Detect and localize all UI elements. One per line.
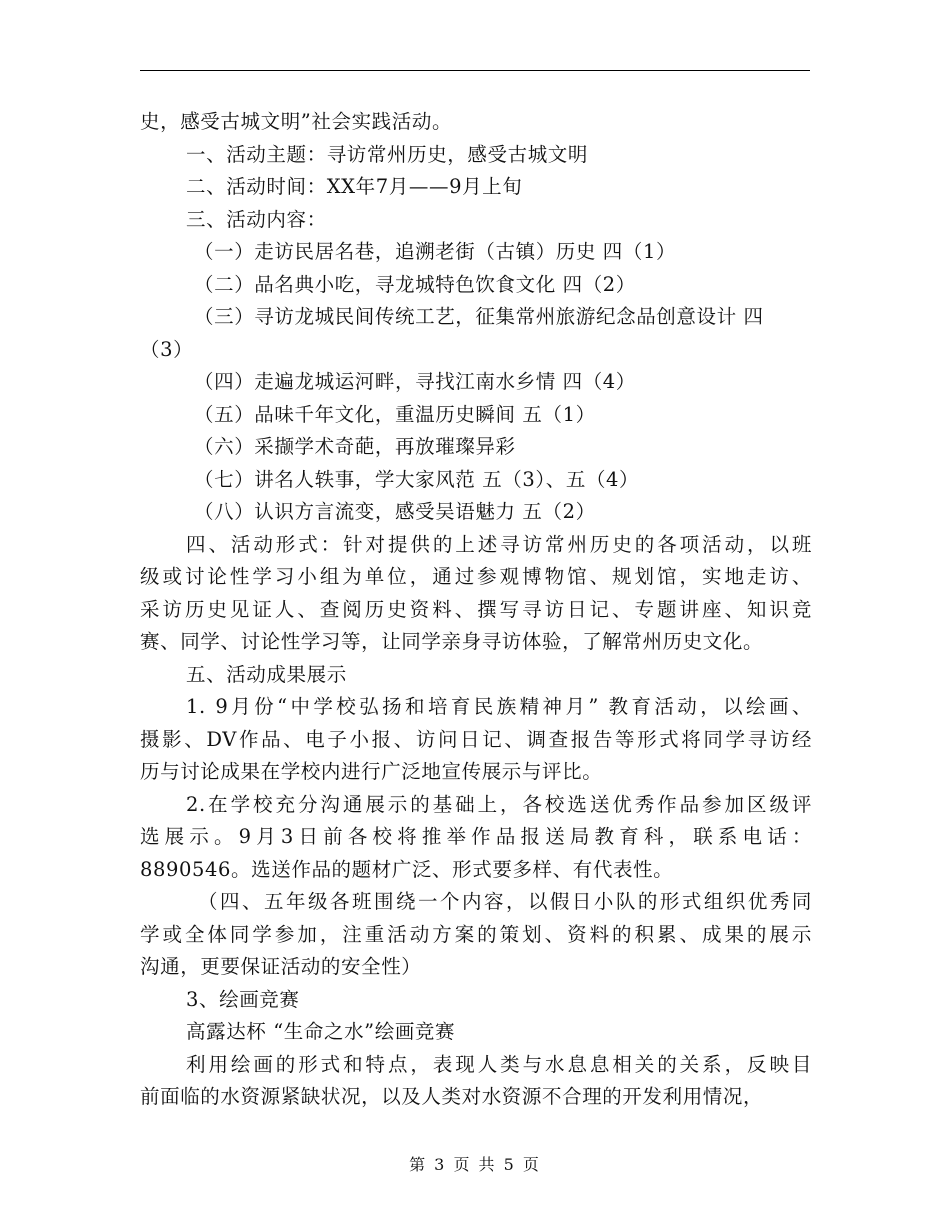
section-heading-time: 二、活动时间：XX年7月——9月上旬 xyxy=(186,175,523,198)
paragraph-line: 2.在学校充分沟通展示的基础上，各校选送优秀作品参加区级评 xyxy=(186,792,812,816)
list-item-continuation: （3） xyxy=(140,337,194,361)
header-rule xyxy=(140,70,810,71)
section-heading-content: 三、活动内容： xyxy=(186,207,327,231)
list-item: （七）讲名人轶事，学大家风范 五（3）、五（4） xyxy=(194,467,640,491)
paragraph-line: 8890546。选送作品的题材广泛、形式要多样、有代表性。 xyxy=(140,857,674,881)
paragraph-line: 1. 9月份“中学校弘扬和培育民族精神月” 教育活动，以绘画、 xyxy=(186,695,812,718)
list-item: （五）品味千年文化，重温历史瞬间 五（1） xyxy=(194,402,596,426)
paragraph-line: （四、五年级各班围绕一个内容，以假日小队的形式组织优秀同 xyxy=(198,890,812,913)
paragraph-line: 四、活动形式：针对提供的上述寻访常州历史的各项活动，以班 xyxy=(186,532,812,556)
paragraph-line: 历与讨论成果在学校内进行广泛地宣传展示与评比。 xyxy=(140,760,603,783)
section-heading-results: 五、活动成果展示 xyxy=(186,662,347,686)
list-item: （二）品名典小吃，寻龙城特色饮食文化 四（2） xyxy=(194,272,636,296)
contest-title: 高露达杯 “生命之水”绘画竞赛 xyxy=(186,1020,456,1043)
paragraph-line: 摄影、DV作品、电子小报、访问日记、调查报告等形式将同学寻访经 xyxy=(140,727,812,751)
paragraph-line: 沟通，更要保证活动的安全性） xyxy=(140,955,422,978)
list-item: （三）寻访龙城民间传统工艺，征集常州旅游纪念品创意设计 四 xyxy=(194,305,764,328)
section-heading-drawing: 3、绘画竞赛 xyxy=(186,987,300,1011)
paragraph-line: 学或全体同学参加，注重活动方案的策划、资料的积累、成果的展示 xyxy=(140,922,812,946)
section-heading-theme: 一、活动主题：寻访常州历史，感受古城文明 xyxy=(186,142,589,166)
paragraph-line: 前面临的水资源紧缺状况，以及人类对水资源不合理的开发利用情况， xyxy=(140,1085,764,1108)
list-item: （八）认识方言流变，感受吴语魅力 五（2） xyxy=(194,500,596,523)
paragraph-line: 赛、同学、讨论性学习等，让同学亲身寻访体验，了解常州历史文化。 xyxy=(140,630,764,653)
page-number-footer: 第 3 页 共 5 页 xyxy=(409,1155,541,1174)
paragraph-line: 利用绘画的形式和特点，表现人类与水息息相关的关系，反映目 xyxy=(186,1052,812,1076)
paragraph-line: 史，感受古城文明”社会实践活动。 xyxy=(140,110,453,133)
list-item: （六）采撷学术奇葩，再放璀璨异彩 xyxy=(194,435,516,458)
paragraph-line: 级或讨论性学习小组为单位，通过参观博物馆、规划馆，实地走访、 xyxy=(140,565,812,588)
list-item: （一）走访民居名巷，追溯老街（古镇）历史 四（1） xyxy=(194,240,677,263)
list-item: （四）走遍龙城运河畔，寻找江南水乡情 四（4） xyxy=(194,370,636,393)
document-body xyxy=(140,106,812,1114)
paragraph-line: 选展示。9月3日前各校将推举作品报送局教育科，联系电话： xyxy=(140,825,812,848)
paragraph-line: 采访历史见证人、查阅历史资料、撰写寻访日记、专题讲座、知识竞 xyxy=(140,597,812,621)
